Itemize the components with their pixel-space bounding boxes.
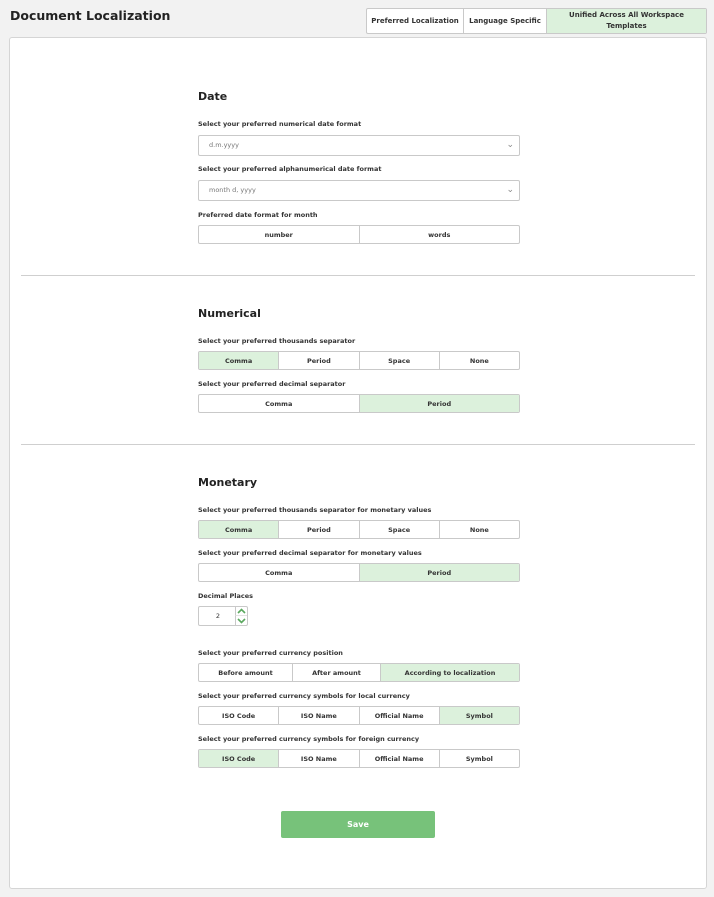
local-symbol-symbol[interactable]: Symbol: [440, 707, 519, 724]
monetary-thousands-toggle: [198, 520, 520, 539]
month-format-toggle: [198, 225, 520, 244]
chevron-down-icon: ⌄: [506, 140, 514, 150]
alpha-date-value: month d, yyyy: [209, 186, 256, 194]
currency-position-toggle: [198, 663, 520, 682]
alpha-date-label: Select your preferred alphanumerical date format: [198, 165, 382, 173]
tab-unified-templates[interactable]: Unified Across All Workspace Templates: [547, 9, 706, 33]
section-title-date: Date: [198, 90, 228, 103]
thousands-option-period[interactable]: Period: [279, 352, 359, 369]
section-title-monetary: Monetary: [198, 476, 258, 489]
foreign-currency-symbol-toggle: [198, 749, 520, 768]
position-according-to-localization[interactable]: According to localization: [381, 664, 519, 681]
monetary-decimal-toggle: [198, 563, 520, 582]
decimal-places-stepper: [198, 606, 248, 626]
page-title: Document Localization: [10, 8, 171, 23]
monetary-thousands-comma[interactable]: Comma: [199, 521, 279, 538]
chevron-down-icon: ⌄: [506, 185, 514, 195]
foreign-symbol-iso-code[interactable]: ISO Code: [199, 750, 279, 767]
save-button[interactable]: Save: [281, 811, 435, 838]
foreign-currency-symbol-label: Select your preferred currency symbols for foreign currency: [198, 735, 420, 743]
thousands-separator-label: Select your preferred thousands separator: [198, 337, 356, 345]
decimal-separator-label: Select your preferred decimal separator: [198, 380, 346, 388]
month-format-label: Preferred date format for month: [198, 211, 318, 219]
decimal-places-label: Decimal Places: [198, 592, 254, 600]
foreign-symbol-symbol[interactable]: Symbol: [465, 754, 493, 763]
monetary-decimal-period[interactable]: Period: [360, 564, 520, 581]
monetary-thousands-period[interactable]: Period: [279, 521, 359, 538]
decimal-separator-toggle: [198, 394, 520, 413]
section-divider: [21, 275, 695, 276]
section-title-numerical: Numerical: [198, 307, 261, 320]
thousands-option-none[interactable]: None: [469, 356, 489, 365]
numerical-date-value: d.m.yyyy: [209, 141, 239, 149]
local-currency-symbol-label: Select your preferred currency symbols for local currency: [198, 692, 410, 700]
chevron-up-icon: [237, 608, 246, 614]
monetary-decimal-label: Select your preferred decimal separator for monetary values: [198, 549, 422, 557]
foreign-symbol-official-name[interactable]: Official Name: [360, 750, 440, 767]
decimal-option-comma[interactable]: Comma: [199, 395, 360, 412]
section-divider: [21, 444, 695, 445]
position-after-amount[interactable]: After amount: [293, 664, 381, 681]
stepper-down-button[interactable]: [235, 616, 247, 625]
numerical-date-label: Select your preferred numerical date format: [198, 120, 362, 128]
local-symbol-iso-code[interactable]: ISO Code: [199, 707, 279, 724]
scope-tabs: [366, 8, 707, 34]
thousands-separator-toggle: [198, 351, 520, 370]
alpha-date-select[interactable]: [198, 180, 520, 201]
local-currency-symbol-toggle: [198, 706, 520, 725]
thousands-option-comma[interactable]: Comma: [199, 352, 279, 369]
localization-card: [9, 37, 707, 889]
decimal-places-input[interactable]: 2: [215, 612, 221, 620]
chevron-down-icon: [237, 618, 246, 624]
local-symbol-official-name[interactable]: Official Name: [360, 707, 440, 724]
monetary-thousands-space[interactable]: Space: [360, 521, 440, 538]
month-option-number[interactable]: number: [199, 226, 360, 243]
monetary-thousands-label: Select your preferred thousands separator for monetary values: [198, 506, 432, 514]
numerical-date-select[interactable]: [198, 135, 520, 156]
monetary-decimal-comma[interactable]: Comma: [199, 564, 360, 581]
local-symbol-iso-name[interactable]: ISO Name: [279, 707, 359, 724]
tab-language-specific[interactable]: Language Specific: [464, 9, 547, 33]
thousands-option-space[interactable]: Space: [360, 352, 440, 369]
stepper-up-button[interactable]: [235, 607, 247, 616]
decimal-option-period[interactable]: Period: [360, 395, 520, 412]
tab-preferred-localization[interactable]: Preferred Localization: [367, 9, 464, 33]
monetary-thousands-none[interactable]: None: [469, 525, 489, 534]
currency-position-label: Select your preferred currency position: [198, 649, 343, 657]
foreign-symbol-iso-name[interactable]: ISO Name: [279, 750, 359, 767]
position-before-amount[interactable]: Before amount: [199, 664, 293, 681]
month-option-words[interactable]: words: [428, 230, 451, 239]
